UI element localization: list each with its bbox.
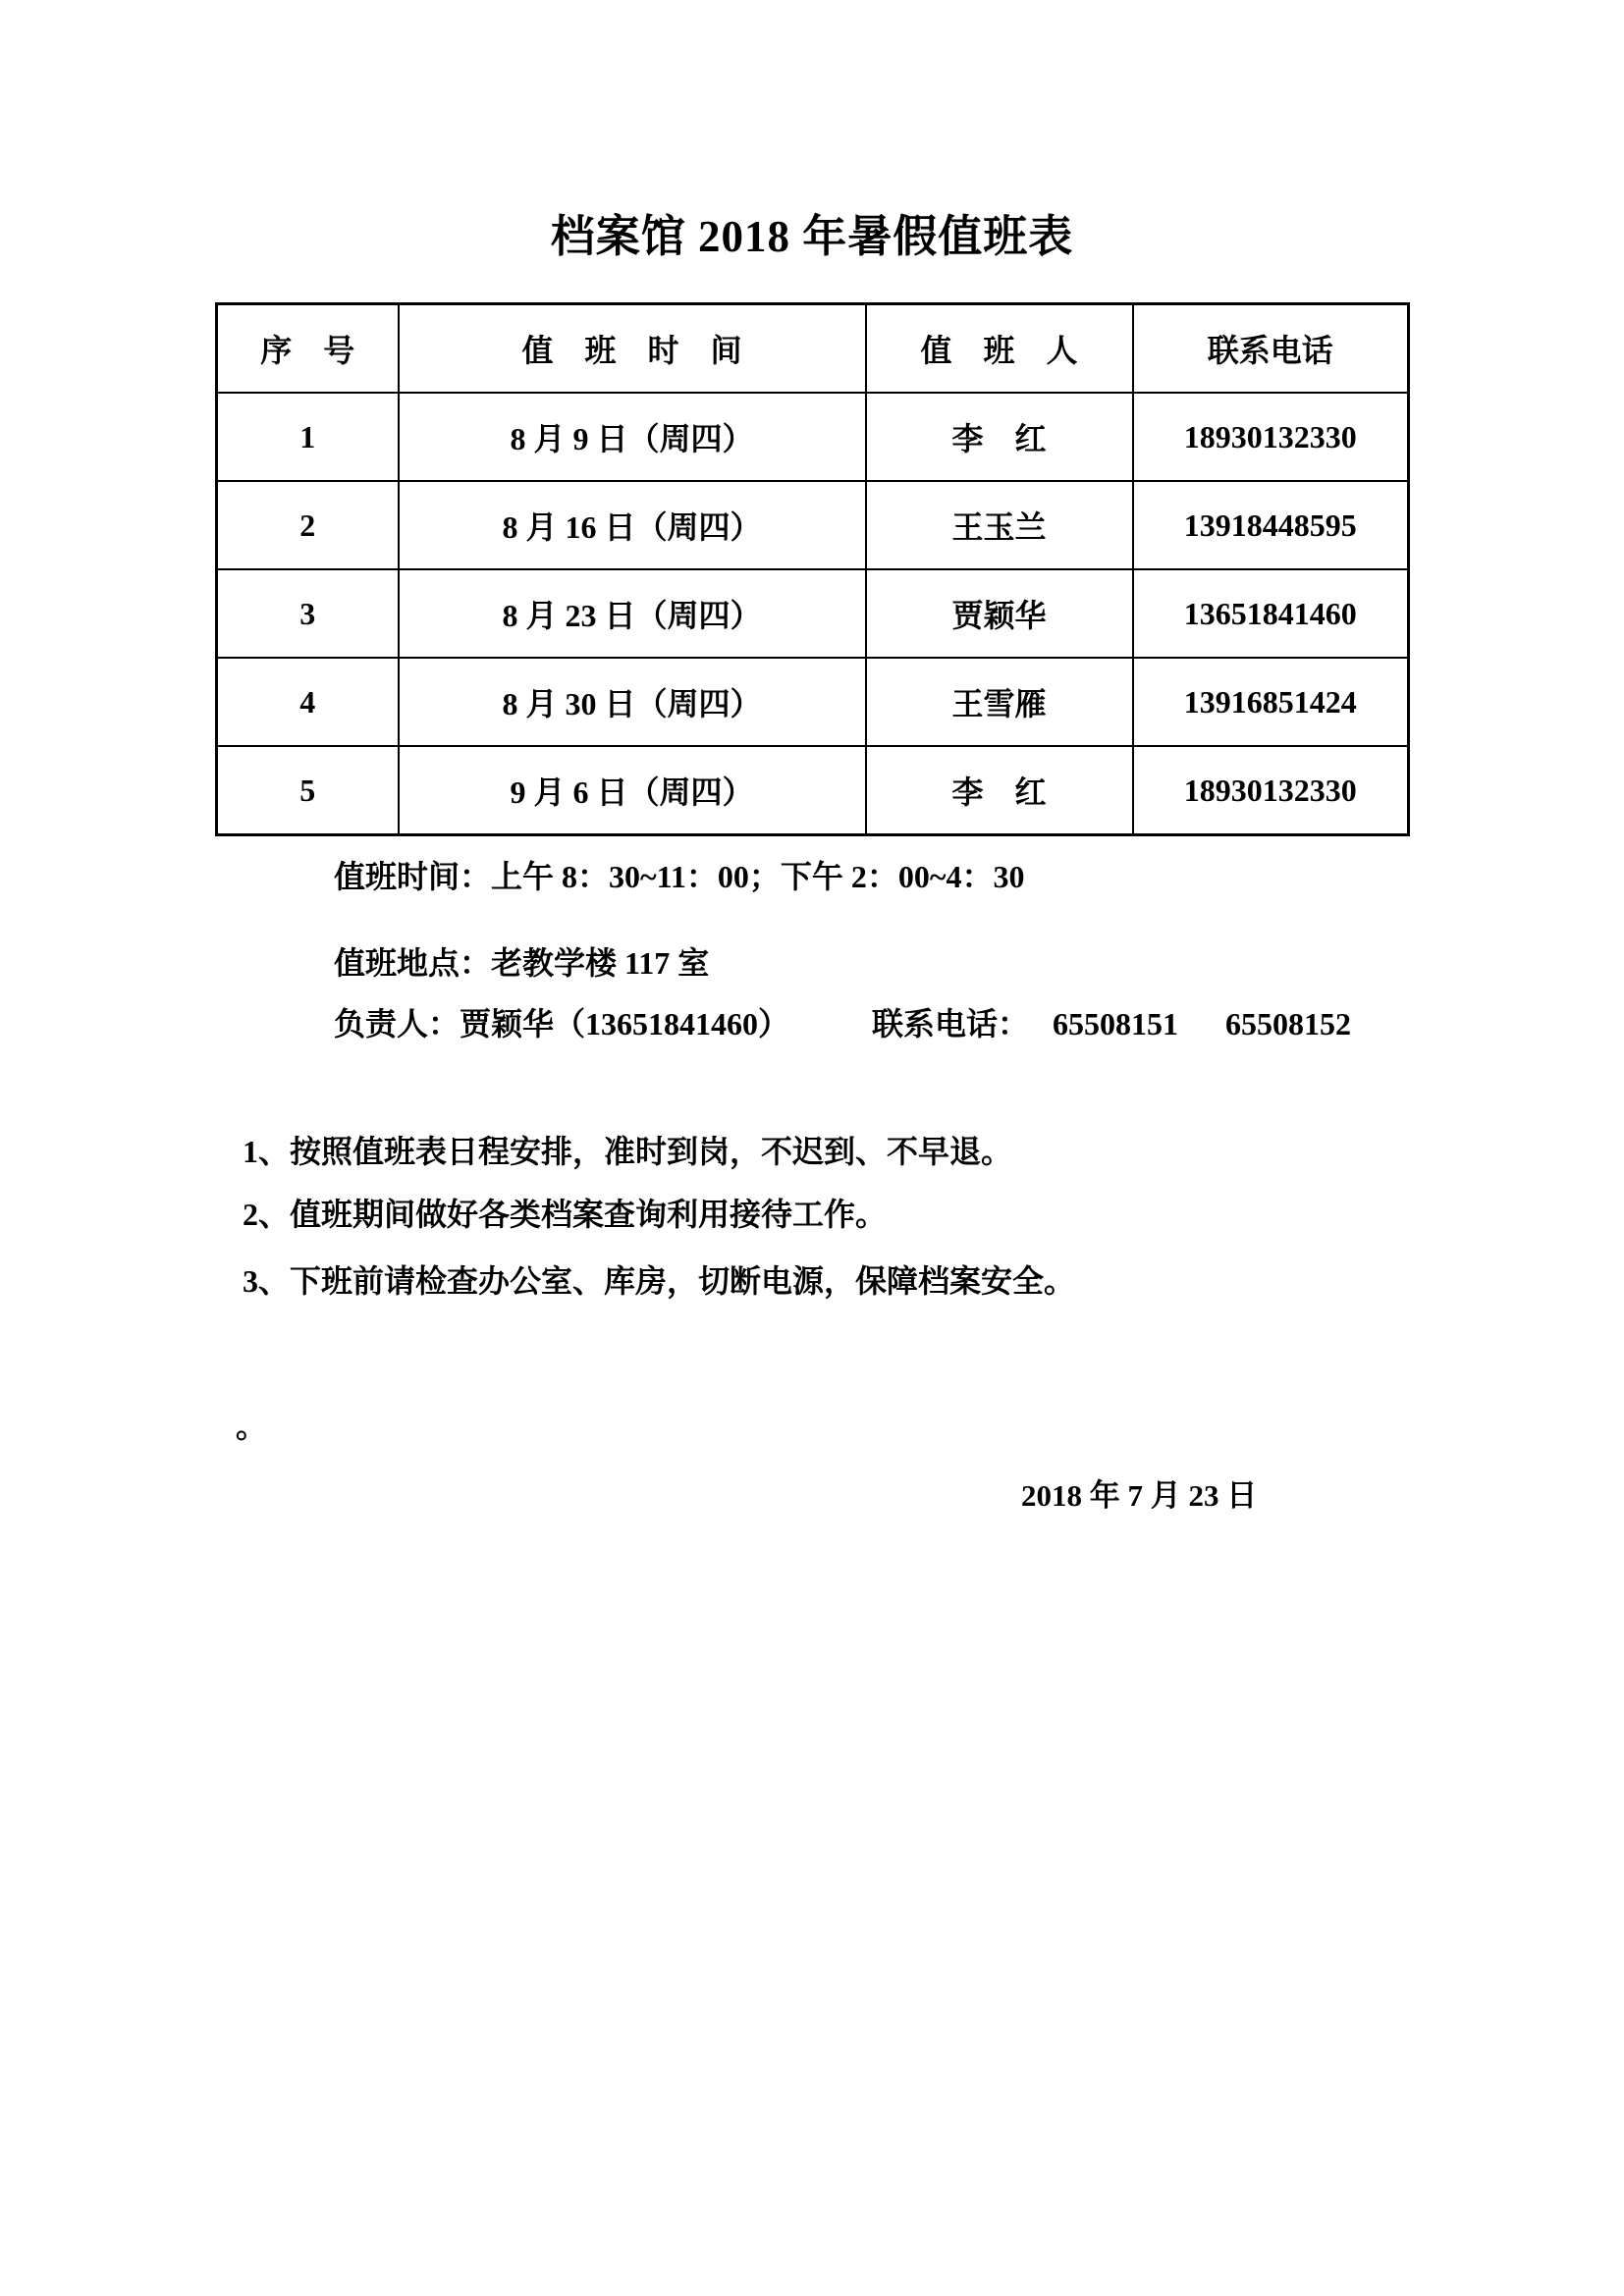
table-row [217,393,1409,481]
manager-label: 负责人：贾颖华（13651841460） [334,1006,790,1041]
cell-phone: 13651841460 [1133,569,1409,658]
cell-time: 8 月 30 日（周四） [399,658,866,746]
header-cell-index: 序 号 [217,304,399,394]
duty-schedule-table [215,302,1410,836]
table-row [217,481,1409,569]
contact-phone-2: 65508152 [1225,1006,1352,1041]
issue-date: 2018 年 7 月 23 日 [1021,1478,1258,1513]
manager-line [334,1005,1351,1042]
cell-index: 2 [217,481,399,569]
header-cell-phone: 联系电话 [1133,304,1409,394]
note-item-2: 2、值班期间做好各类档案查询利用接待工作。 [243,1197,888,1232]
note-item-1: 1、按照值班表日程安排，准时到岗，不迟到、不早退。 [243,1134,1013,1169]
header-cell-person: 值 班 人 [866,304,1133,394]
duty-place-line: 值班地点：老教学楼 117 室 [334,945,710,981]
cell-phone: 13916851424 [1133,658,1409,746]
cell-index: 5 [217,746,399,835]
cell-time: 9 月 6 日（周四） [399,746,866,835]
cell-person: 王雪雁 [866,658,1133,746]
contact-phone-1: 65508151 [1053,1006,1179,1041]
cell-index: 3 [217,569,399,658]
header-cell-time: 值 班 时 间 [399,304,866,394]
duty-time-line: 值班时间：上午 8：30~11：00；下午 2：00~4：30 [334,859,1025,894]
table-row [217,569,1409,658]
cell-person: 贾颖华 [866,569,1133,658]
cell-person: 李 红 [866,746,1133,835]
cell-index: 4 [217,658,399,746]
contact-phone-label: 联系电话： [872,1006,1030,1041]
cell-phone: 18930132330 [1133,746,1409,835]
cell-time: 8 月 9 日（周四） [399,393,866,481]
page-title: 档案馆 2018 年暑假值班表 [550,212,1074,261]
note-item-3: 3、下班前请检查办公室、库房，切断电源，保障档案安全。 [243,1263,1076,1299]
cell-phone: 18930132330 [1133,393,1409,481]
cell-phone: 13918448595 [1133,481,1409,569]
cell-time: 8 月 16 日（周四） [399,481,866,569]
stray-period: 。 [236,1409,268,1444]
cell-person: 王玉兰 [866,481,1133,569]
cell-time: 8 月 23 日（周四） [399,569,866,658]
table-row [217,746,1409,835]
cell-person: 李 红 [866,393,1133,481]
cell-index: 1 [217,393,399,481]
table-row [217,658,1409,746]
table-header-row [217,304,1409,394]
